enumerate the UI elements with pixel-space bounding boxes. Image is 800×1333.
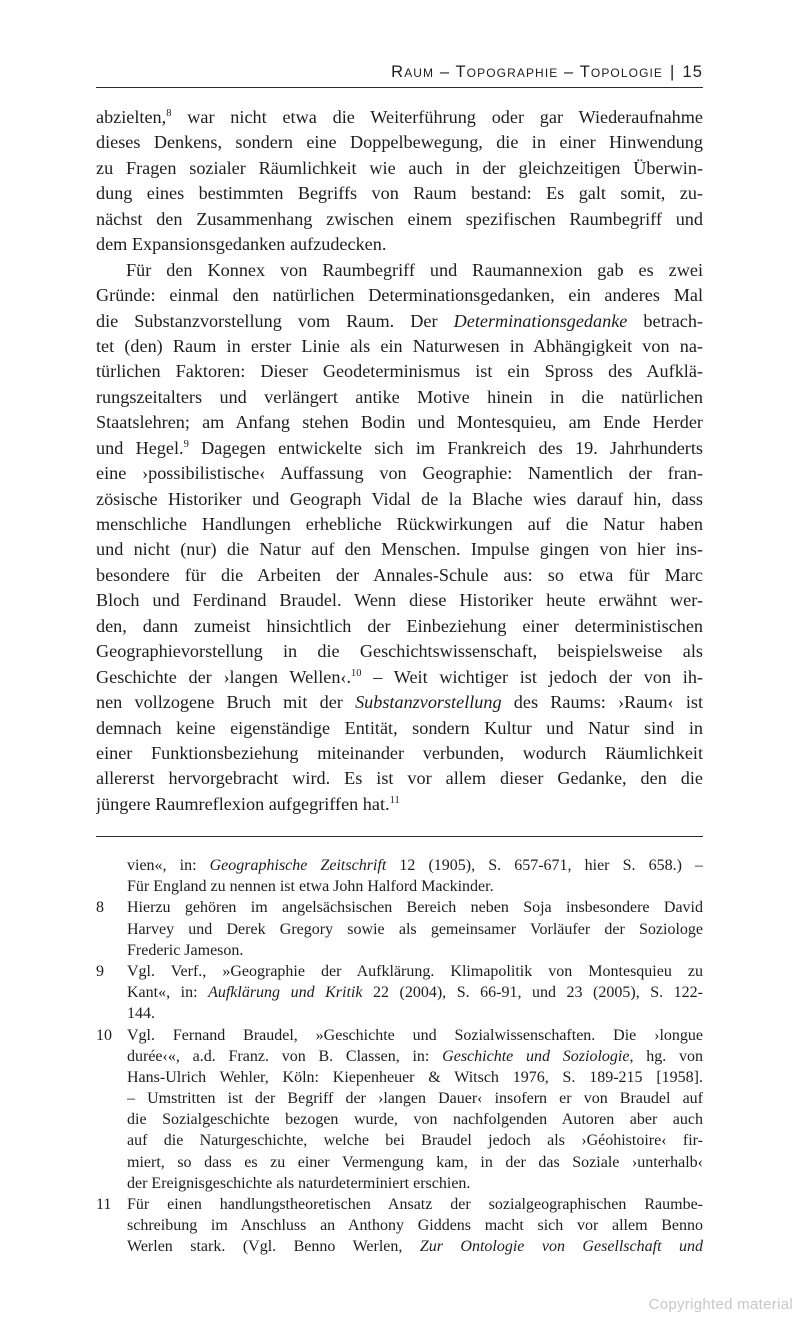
text-line: 144.: [127, 1005, 155, 1023]
page-header: [96, 60, 703, 88]
text-line: schreibung im Anschluss an Anthony Giddens macht sich vor allem Benno: [127, 1217, 703, 1235]
text-line: Werlen stark. (Vgl. Benno Werlen, Zur Ontologie von Gesellschaft und: [127, 1238, 703, 1256]
text-line: demnach keine eigenständige Entität, sondern Kultur und Natur sind in: [96, 717, 703, 738]
footnote-number: 11: [96, 1196, 112, 1213]
footnote-reference: 8: [166, 108, 172, 119]
text-line: türlichen Faktoren: Dieser Geodeterminismus ist ein Spross des Aufklä-: [96, 361, 703, 382]
paragraph: [96, 105, 703, 258]
text-line: Kant«, in: Aufklärung und Kritik 22 (2004), S. 66-91, und 23 (2005), S. 122-: [127, 984, 703, 1002]
text-line: dieses Denkens, sondern eine Doppelbewegung, die in einer Hinwendung: [96, 132, 703, 153]
footnote-body: [127, 855, 703, 897]
text-line: zu Fragen sozialer Räumlichkeit wie auch in der gleichzeitigen Überwin-: [96, 157, 703, 178]
text-line: zösische Historiker und Geograph Vidal de la Blache wies darauf hin, dass: [96, 488, 703, 509]
text-line: Hans-Ulrich Wehler, Köln: Kiepenheuer & Witsch 1976, S. 189-215 [1958].: [127, 1068, 703, 1086]
text-line: und nicht (nur) die Natur auf den Menschen. Impulse gingen von hier ins-: [96, 539, 703, 560]
text-line: und Hegel.$^9$ Dagegen entwickelte sich im Frankreich des 19. Jahrhunderts: [96, 437, 703, 458]
footnote-body: [127, 897, 703, 961]
footnote: [96, 897, 703, 961]
text-line: Staatslehren; am Anfang stehen Bodin und Montesquieu, am Ende Herder: [96, 412, 703, 433]
text-line: Für den Konnex von Raumbegriff und Raumannexion gab es zwei: [126, 259, 703, 280]
running-title: Raum – Topographie – Topologie: [391, 63, 664, 81]
text-line: nächst den Zusammenhang zwischen einem spezifischen Raumbegriff und: [96, 208, 703, 229]
text-line: auf die Naturgeschichte, welche bei Braudel jedoch als ›Géohistoire‹ fir-: [127, 1132, 703, 1150]
text-line: Gründe: einmal den natürlichen Determinationsgedanken, ein anderes Mal: [96, 285, 703, 306]
text-line: Für einen handlungstheoretischen Ansatz der sozialgeographischen Raumbe-: [127, 1196, 703, 1213]
footnote-number: 8: [96, 899, 104, 917]
body-text: [96, 105, 703, 817]
footnote: [96, 855, 703, 897]
footnotes-section: [96, 855, 703, 1258]
text-line: durée‹«, a.d. Franz. von B. Classen, in: Geschichte und Soziologie, hg. von: [127, 1047, 703, 1065]
header-separator: |: [670, 63, 676, 81]
footnote-reference: 11: [389, 794, 400, 806]
text-line: der Ereignisgeschichte als naturdeterminiert erschien.: [127, 1174, 471, 1192]
text-line: die Sozialgeschichte bezogen wurde, von nachfolgenden Autoren aber auch: [127, 1111, 703, 1129]
footnote-body: [127, 1025, 703, 1195]
text-line: Hierzu gehören im angelsächsischen Bereich neben Soja insbesondere David: [127, 899, 703, 917]
text-line: – Umstritten ist der Begriff der ›langen Dauer‹ insofern er von Braudel auf: [127, 1090, 703, 1108]
text-line: eine ›possibilistische‹ Auffassung von Geographie: Namentlich der fran-: [96, 463, 703, 484]
text-line: Harvey und Derek Gregory sowie als gemeinsamer Vorläufer der Soziologe: [127, 920, 703, 938]
text-line: Geschichte der ›langen Wellen‹.$^{10}$ – Weit wichtiger ist jedoch der von ih-: [96, 666, 703, 687]
text-line: menschliche Handlungen erhebliche Rückwirkungen auf die Natur haben: [96, 514, 703, 534]
text-line: einer Funktionsbeziehung miteinander verbunden, wodurch Räumlichkeit: [96, 742, 703, 763]
text-line: den, dann zumeist hinsichtlich der Einbeziehung einer deterministischen: [96, 615, 703, 636]
text-line: Geographievorstellung in die Geschichtswissenschaft, beispielsweise als: [96, 641, 703, 662]
text-line: Vgl. Verf., »Geographie der Aufklärung. Klimapolitik von Montesquieu zu: [127, 962, 703, 980]
text-line: Für England zu nennen ist etwa John Halford Mackinder.: [127, 878, 494, 896]
text-line: allererst hervorgebracht wird. Es ist vor allem dieser Gedanke, den die: [96, 768, 703, 789]
text-line: Bloch und Ferdinand Braudel. Wenn diese Historiker heute erwähnt wer-: [96, 590, 703, 611]
footnote-body: [127, 1194, 703, 1258]
text-line: vien«, in: Geographische Zeitschrift 12 (1905), S. 657-671, hier S. 658.) –: [127, 857, 703, 874]
footnote-number: 10: [96, 1026, 112, 1044]
text-line: dem Expansionsgedanken aufzudecken.: [96, 234, 387, 255]
text-line: Frederic Jameson.: [127, 941, 244, 959]
footnote-rule: [96, 836, 703, 837]
paragraph: [96, 258, 703, 818]
footnote: [96, 1025, 703, 1195]
text-line: rungszeitalters und verlängert antike Motive hinein in die natürlichen: [96, 386, 703, 407]
footnote: [96, 1194, 703, 1258]
text-line: nen vollzogene Bruch mit der Substanzvorstellung des Raums: ›Raum‹ ist: [96, 692, 703, 713]
footnote-number: 9: [96, 962, 104, 980]
footnote-body: [127, 961, 703, 1025]
text-line: tet (den) Raum in erster Linie als ein Naturwesen in Abhängigkeit von na-: [96, 335, 703, 356]
text-line: abzielten,$^8$ war nicht etwa die Weiterführung oder gar Wiederaufnahme: [96, 107, 703, 127]
text-line: dung eines bestimmten Begriffs von Raum bestand: Es galt somit, zu-: [96, 183, 703, 204]
text-line: besondere für die Arbeiten der Annales-Schule aus: so etwa für Marc: [96, 564, 703, 585]
text-line: die Substanzvorstellung vom Raum. Der Determinationsgedanke betrach-: [96, 310, 703, 331]
page-number: 15: [682, 63, 703, 81]
footnote: [96, 961, 703, 1025]
footnote-reference: 9: [183, 438, 189, 450]
copyright-watermark: Copyrighted material: [648, 1296, 793, 1313]
footnote-reference: 10: [351, 667, 362, 679]
text-line: jüngere Raumreflexion aufgegriffen hat.$^{11}$: [96, 793, 400, 814]
text-line: Vgl. Fernand Braudel, »Geschichte und Sozialwissenschaften. Die ›longue: [127, 1026, 703, 1044]
text-line: miert, so dass es zu einer Vermengung kam, in der das Soziale ›unterhalb‹: [127, 1153, 703, 1171]
